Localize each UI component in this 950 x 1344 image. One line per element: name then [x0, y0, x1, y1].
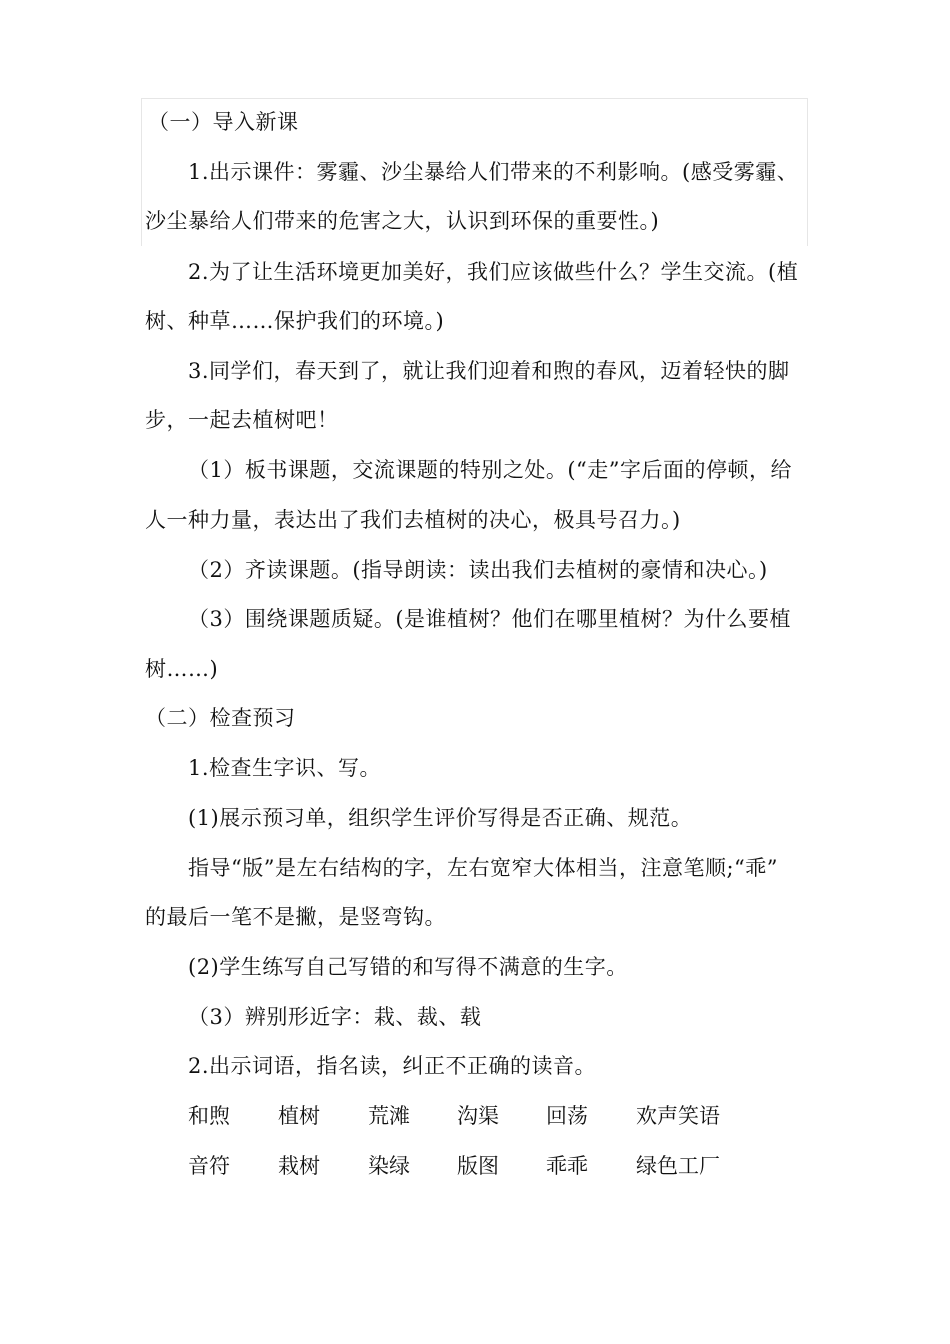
paragraph-3-line-2: 步，一起去植树吧！ — [145, 408, 339, 432]
check-item-1: (1)展示预习单，组织学生评价写得是否正确、规范。 — [188, 806, 693, 830]
check-item-2: (2)学生练写自己写错的和写得不满意的生字。 — [188, 955, 628, 979]
sub-item-1-line-2: 人一种力量，表达出了我们去植树的决心，极具号召力。) — [145, 508, 681, 532]
paragraph-check-2: 2.出示词语，指名读，纠正不正确的读音。 — [188, 1054, 597, 1078]
paragraph-1-line-2: 沙尘暴给人们带来的危害之大，认识到环保的重要性。) — [145, 209, 660, 233]
word-item: 绿色工厂 — [636, 1154, 720, 1178]
word-item: 栽树 — [278, 1154, 320, 1178]
sub-item-3-line-2: 树……) — [145, 657, 219, 681]
section-heading-1: （一）导入新课 — [148, 110, 299, 134]
paragraph-1-line-1: 1.出示课件：雾霾、沙尘暴给人们带来的不利影响。(感受雾霾、 — [188, 160, 799, 184]
section-heading-2: （二）检查预习 — [145, 706, 296, 730]
word-item: 植树 — [278, 1104, 320, 1128]
sub-item-2: （2）齐读课题。(指导朗读：读出我们去植树的豪情和决心。) — [188, 558, 768, 582]
word-item: 荒滩 — [368, 1104, 410, 1128]
word-item: 乖乖 — [546, 1154, 588, 1178]
guide-line-2: 的最后一笔不是撇，是竖弯钩。 — [145, 905, 446, 929]
check-item-3: （3）辨别形近字：栽、裁、载 — [188, 1005, 482, 1029]
guide-line-1: 指导“版”是左右结构的字，左右宽窄大体相当，注意笔顺;“乖” — [188, 856, 779, 880]
sub-item-3-line-1: （3）围绕课题质疑。(是谁植树？他们在哪里植树？为什么要植 — [188, 607, 792, 631]
word-item: 染绿 — [368, 1154, 410, 1178]
word-row-2 — [188, 1151, 808, 1181]
paragraph-check-1: 1.检查生字识、写。 — [188, 756, 382, 780]
word-item: 回荡 — [546, 1104, 588, 1128]
paragraph-2-line-1: 2.为了让生活环境更加美好，我们应该做些什么？学生交流。(植 — [188, 260, 799, 284]
word-row-1 — [188, 1101, 808, 1131]
paragraph-3-line-1: 3.同学们，春天到了，就让我们迎着和煦的春风，迈着轻快的脚 — [188, 359, 790, 383]
sub-item-1-line-1: （1）板书课题，交流课题的特别之处。(“走”字后面的停顿，给 — [188, 458, 793, 482]
word-item: 欢声笑语 — [636, 1104, 720, 1128]
word-item: 和煦 — [188, 1104, 230, 1128]
word-item: 音符 — [188, 1154, 230, 1178]
word-item: 沟渠 — [457, 1104, 499, 1128]
word-item: 版图 — [457, 1154, 499, 1178]
paragraph-2-line-2: 树、种草……保护我们的环境。) — [145, 309, 445, 333]
